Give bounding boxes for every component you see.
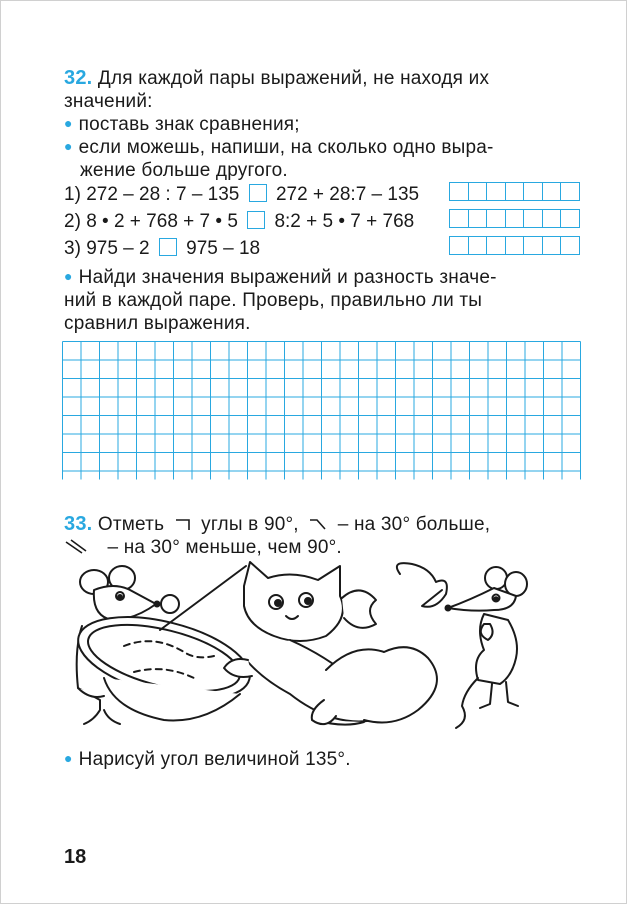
task33-number: 33. bbox=[64, 513, 93, 535]
expression-index: 3) bbox=[64, 238, 81, 259]
task32-intro-line2: значений: bbox=[64, 91, 153, 112]
expression-left: 975 – 2 bbox=[86, 238, 150, 259]
bullet-icon: ● bbox=[64, 750, 73, 766]
task32-bullet3-line1 bbox=[64, 266, 497, 290]
bullet-icon: ● bbox=[64, 115, 73, 131]
task32-bullet2-text: если можешь, напиши, на сколько одно выра- bbox=[78, 137, 494, 158]
acute-angle-mark-icon bbox=[64, 539, 90, 555]
task32-intro-text: Для каждой пары выражений, не находя их bbox=[97, 68, 490, 89]
expression-index: 1) bbox=[64, 184, 81, 205]
comparison-box[interactable] bbox=[247, 211, 265, 229]
task33-text-c: – на 30° больше, bbox=[337, 514, 491, 535]
task32-bullet1 bbox=[64, 113, 300, 137]
task32-intro-line1 bbox=[64, 67, 489, 90]
bullet-icon: ● bbox=[64, 268, 73, 284]
task32-bullet2-line2: жение больше другого. bbox=[80, 160, 288, 181]
obtuse-angle-mark-icon bbox=[308, 517, 328, 531]
expression-row-3 bbox=[64, 237, 260, 260]
task33-line2 bbox=[64, 536, 342, 559]
task32-bullet1-text: поставь знак сравнения; bbox=[78, 114, 300, 135]
answer-cells-row-3[interactable] bbox=[450, 236, 580, 255]
expression-left: 272 – 28 : 7 – 135 bbox=[86, 184, 240, 205]
expression-row-2 bbox=[64, 210, 414, 233]
expression-row-1 bbox=[64, 183, 419, 206]
task32-number: 32. bbox=[64, 67, 93, 89]
task33-bullet-text: Нарисуй угол величиной 135°. bbox=[78, 749, 351, 770]
page-number: 18 bbox=[64, 846, 87, 868]
right-angle-mark-icon bbox=[174, 517, 192, 531]
answer-cells-row-2[interactable] bbox=[450, 209, 580, 228]
task33-line1 bbox=[64, 513, 490, 536]
task33-text-b: углы в 90°, bbox=[201, 514, 299, 535]
task33-text-line2: – на 30° меньше, чем 90°. bbox=[107, 537, 342, 558]
comparison-box[interactable] bbox=[159, 238, 177, 256]
expression-index: 2) bbox=[64, 211, 81, 232]
expression-left: 8 • 2 + 768 + 7 • 5 bbox=[86, 211, 238, 232]
comparison-box[interactable] bbox=[249, 184, 267, 202]
task33-text-a: Отметь bbox=[97, 514, 165, 535]
expression-right: 272 + 28:7 – 135 bbox=[275, 184, 420, 205]
task33-bullet bbox=[64, 748, 351, 772]
bullet-icon: ● bbox=[64, 138, 73, 154]
cat-illustration bbox=[224, 562, 437, 725]
answer-cells-row-1[interactable] bbox=[450, 182, 580, 201]
task32-bullet3-line2: ний в каждой паре. Проверь, правильно ли ты bbox=[64, 290, 483, 311]
expression-right: 975 – 18 bbox=[186, 238, 261, 259]
task32-bullet2-line1 bbox=[64, 136, 494, 160]
work-grid[interactable] bbox=[62, 341, 582, 481]
illustration-mice-and-cat bbox=[64, 560, 540, 736]
expression-right: 8:2 + 5 • 7 + 768 bbox=[274, 211, 415, 232]
task32-bullet3-text: Найди значения выражений и разность значе- bbox=[78, 267, 497, 288]
task32-bullet3-line3: сравнил выражения. bbox=[64, 313, 251, 334]
